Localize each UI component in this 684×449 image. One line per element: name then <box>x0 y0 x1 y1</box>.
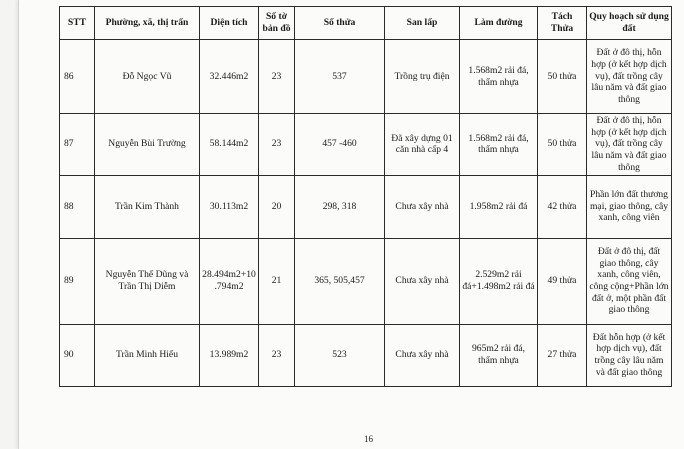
header-split: Tách Thửa <box>538 7 587 40</box>
zoning-cell: Đất ở đô thị, hỗn hợp (ở kết hợp dịch vụ), đất trồng cây lâu năm và đất giao thông <box>587 40 672 114</box>
map-sheet-cell: 21 <box>259 238 295 324</box>
header-map-sheet: Số tờ bản đồ <box>259 7 295 40</box>
split-cell: 50 thửa <box>538 40 587 114</box>
name-cell: Nguyễn Bùi Trường <box>95 114 200 176</box>
header-leveling: San lấp <box>385 7 460 40</box>
table-row <box>60 40 672 114</box>
map-sheet-cell: 23 <box>259 114 295 176</box>
stt-cell: 88 <box>60 175 95 238</box>
road-cell: 1.568m2 rải đá, thẩm nhựa <box>460 40 538 114</box>
split-cell: 42 thửa <box>538 175 587 238</box>
road-cell: 1.568m2 rải đá, thẩm nhựa <box>460 114 538 176</box>
area-cell: 28.494m2+10.794m2 <box>200 238 259 324</box>
table-row <box>60 238 672 324</box>
header-parcel: Số thửa <box>295 7 385 40</box>
area-cell: 32.446m2 <box>200 40 259 114</box>
header-stt: STT <box>60 7 95 40</box>
parcel-cell: 298, 318 <box>295 175 385 238</box>
leveling-cell: Chưa xây nhà <box>385 238 460 324</box>
road-cell: 965m2 rải đá, thẩm nhựa <box>460 324 538 386</box>
zoning-cell: Đất ở đô thị, hỗn hợp (ở kết hợp dịch vụ), đất trồng cây lâu năm và đất giao thông <box>587 114 672 176</box>
split-cell: 50 thửa <box>538 114 587 176</box>
parcel-cell: 457 -460 <box>295 114 385 176</box>
parcel-cell: 365, 505,457 <box>295 238 385 324</box>
map-sheet-cell: 23 <box>259 40 295 114</box>
header-road: Làm đường <box>460 7 538 40</box>
name-cell: Trần Minh Hiếu <box>95 324 200 386</box>
leveling-cell: Chưa xây nhà <box>385 175 460 238</box>
name-cell: Đỗ Ngọc Vũ <box>95 40 200 114</box>
header-zoning: Quy hoạch sử dụng đất <box>587 7 672 40</box>
name-cell: Trần Kim Thành <box>95 175 200 238</box>
name-cell: Nguyễn Thế Dũng và Trần Thị Diễm <box>95 238 200 324</box>
parcel-cell: 523 <box>295 324 385 386</box>
map-sheet-cell: 20 <box>259 175 295 238</box>
zoning-cell: Đất hỗn hợp (ở kết hợp dịch vụ), đất trồng cây lâu năm và đất giao thông <box>587 324 672 386</box>
stt-cell: 86 <box>60 40 95 114</box>
area-cell: 30.113m2 <box>200 175 259 238</box>
stt-cell: 87 <box>60 114 95 176</box>
area-cell: 13.989m2 <box>200 324 259 386</box>
area-cell: 58.144m2 <box>200 114 259 176</box>
split-cell: 27 thửa <box>538 324 587 386</box>
table-row <box>60 175 672 238</box>
header-row <box>60 7 672 40</box>
road-cell: 2.529m2 rải đá+1.498m2 rải đá <box>460 238 538 324</box>
leveling-cell: Chưa xây nhà <box>385 324 460 386</box>
split-cell: 49 thửa <box>538 238 587 324</box>
table-row <box>60 114 672 176</box>
map-sheet-cell: 23 <box>259 324 295 386</box>
parcel-cell: 537 <box>295 40 385 114</box>
land-parcel-table <box>59 6 672 387</box>
zoning-cell: Đất ở đô thị, đất giao thông, cây xanh, công viên, công cộng+Phần lớn đất ở, một phần đất giao thông <box>587 238 672 324</box>
table-row <box>60 324 672 386</box>
page-number: 16 <box>364 434 373 444</box>
leveling-cell: Trồng trụ điện <box>385 40 460 114</box>
zoning-cell: Phần lớn đất thương mại, giao thông, cây xanh, công viên <box>587 175 672 238</box>
stt-cell: 89 <box>60 238 95 324</box>
stt-cell: 90 <box>60 324 95 386</box>
header-ward: Phường, xã, thị trấn <box>95 7 200 40</box>
document-page <box>18 0 684 449</box>
header-area: Diện tích <box>200 7 259 40</box>
road-cell: 1.958m2 rải đá <box>460 175 538 238</box>
leveling-cell: Đã xây dựng 01 căn nhà cấp 4 <box>385 114 460 176</box>
